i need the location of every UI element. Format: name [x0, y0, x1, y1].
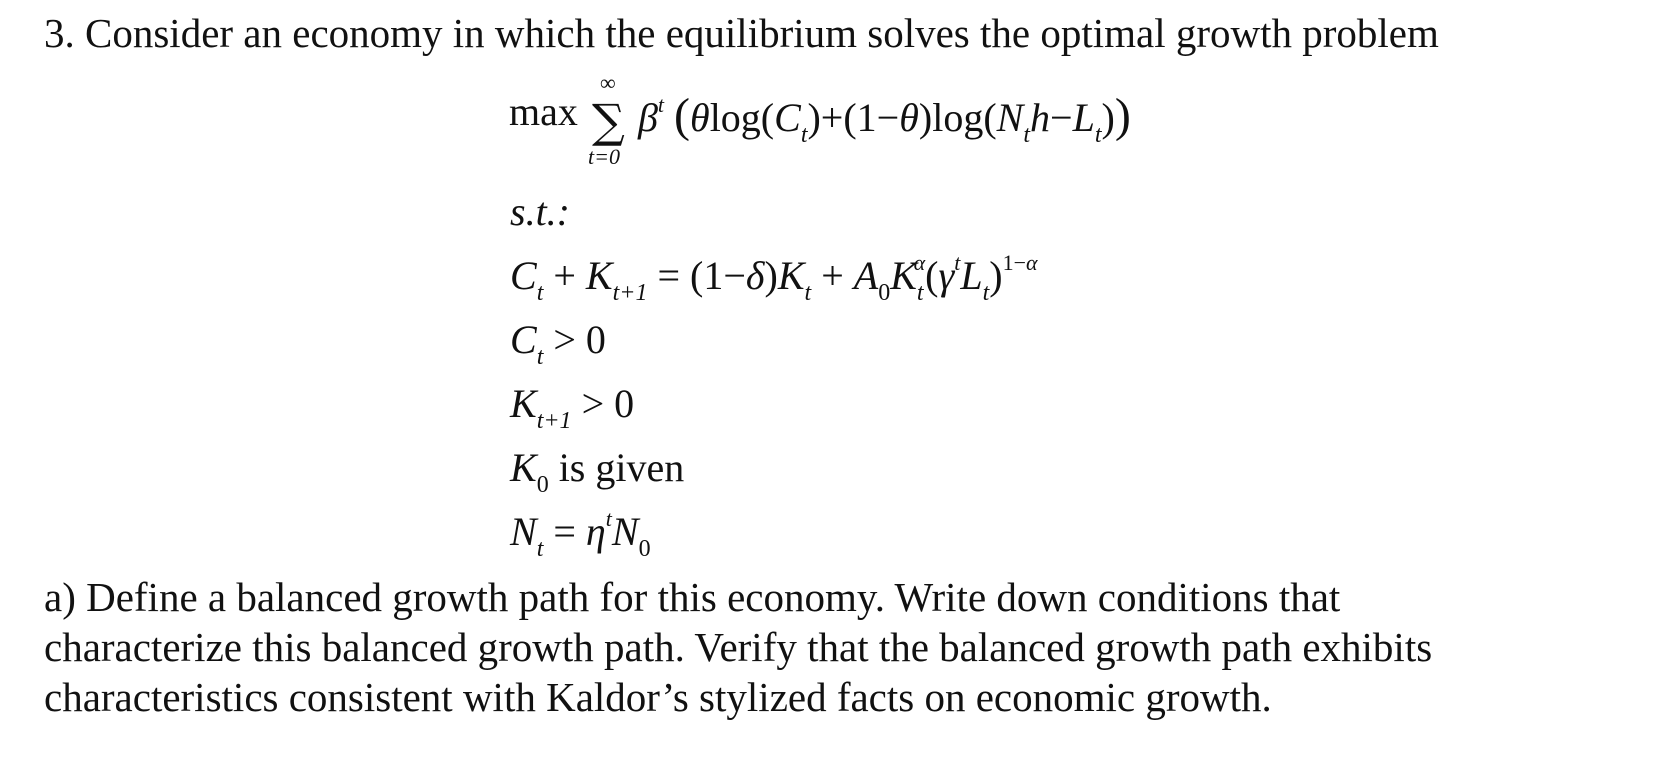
question-a-line-2: characterize this balanced growth path. Verify that the balanced growth path exhibits — [44, 624, 1433, 670]
resource-constraint: $C_t + K_{t+1} = (1-\delta)K_t + A_0K_t^\alpha(\gamma^tL_t)^{1-\alpha}$ — [510, 250, 1038, 306]
question-a-line-3: characteristics consistent with Kaldor’s stylized facts on economic growth. — [44, 674, 1272, 720]
initial-capital-text: is given — [558, 445, 685, 490]
question-a — [44, 572, 1432, 722]
capital-constraint: $K_{t+1} > 0$ — [510, 381, 635, 434]
consumption-constraint: $C_t > 0$ — [510, 317, 606, 370]
objective-expression: $\beta^t$ $(\theta\log(C_t)+(1-\theta)\log(N_th-L_t))$ — [638, 89, 1131, 148]
sigma-symbol: ∑ — [592, 94, 625, 148]
problem-intro: 3. Consider an economy in which the equilibrium solves the optimal growth problem — [44, 10, 1439, 56]
sum-upper-limit: ∞ — [600, 70, 616, 95]
question-a-line-1: a) Define a balanced growth path for this economy. Write down conditions that — [44, 574, 1341, 620]
initial-capital-constraint: $K_0$ is given — [510, 445, 685, 498]
subject-to-label: s.t.: — [510, 189, 570, 234]
population-law: $N_t = \eta^tN_0$ — [510, 506, 651, 562]
max-operator: max — [509, 89, 578, 134]
sum-lower-limit: t=0 — [588, 144, 620, 169]
summation — [588, 70, 638, 175]
